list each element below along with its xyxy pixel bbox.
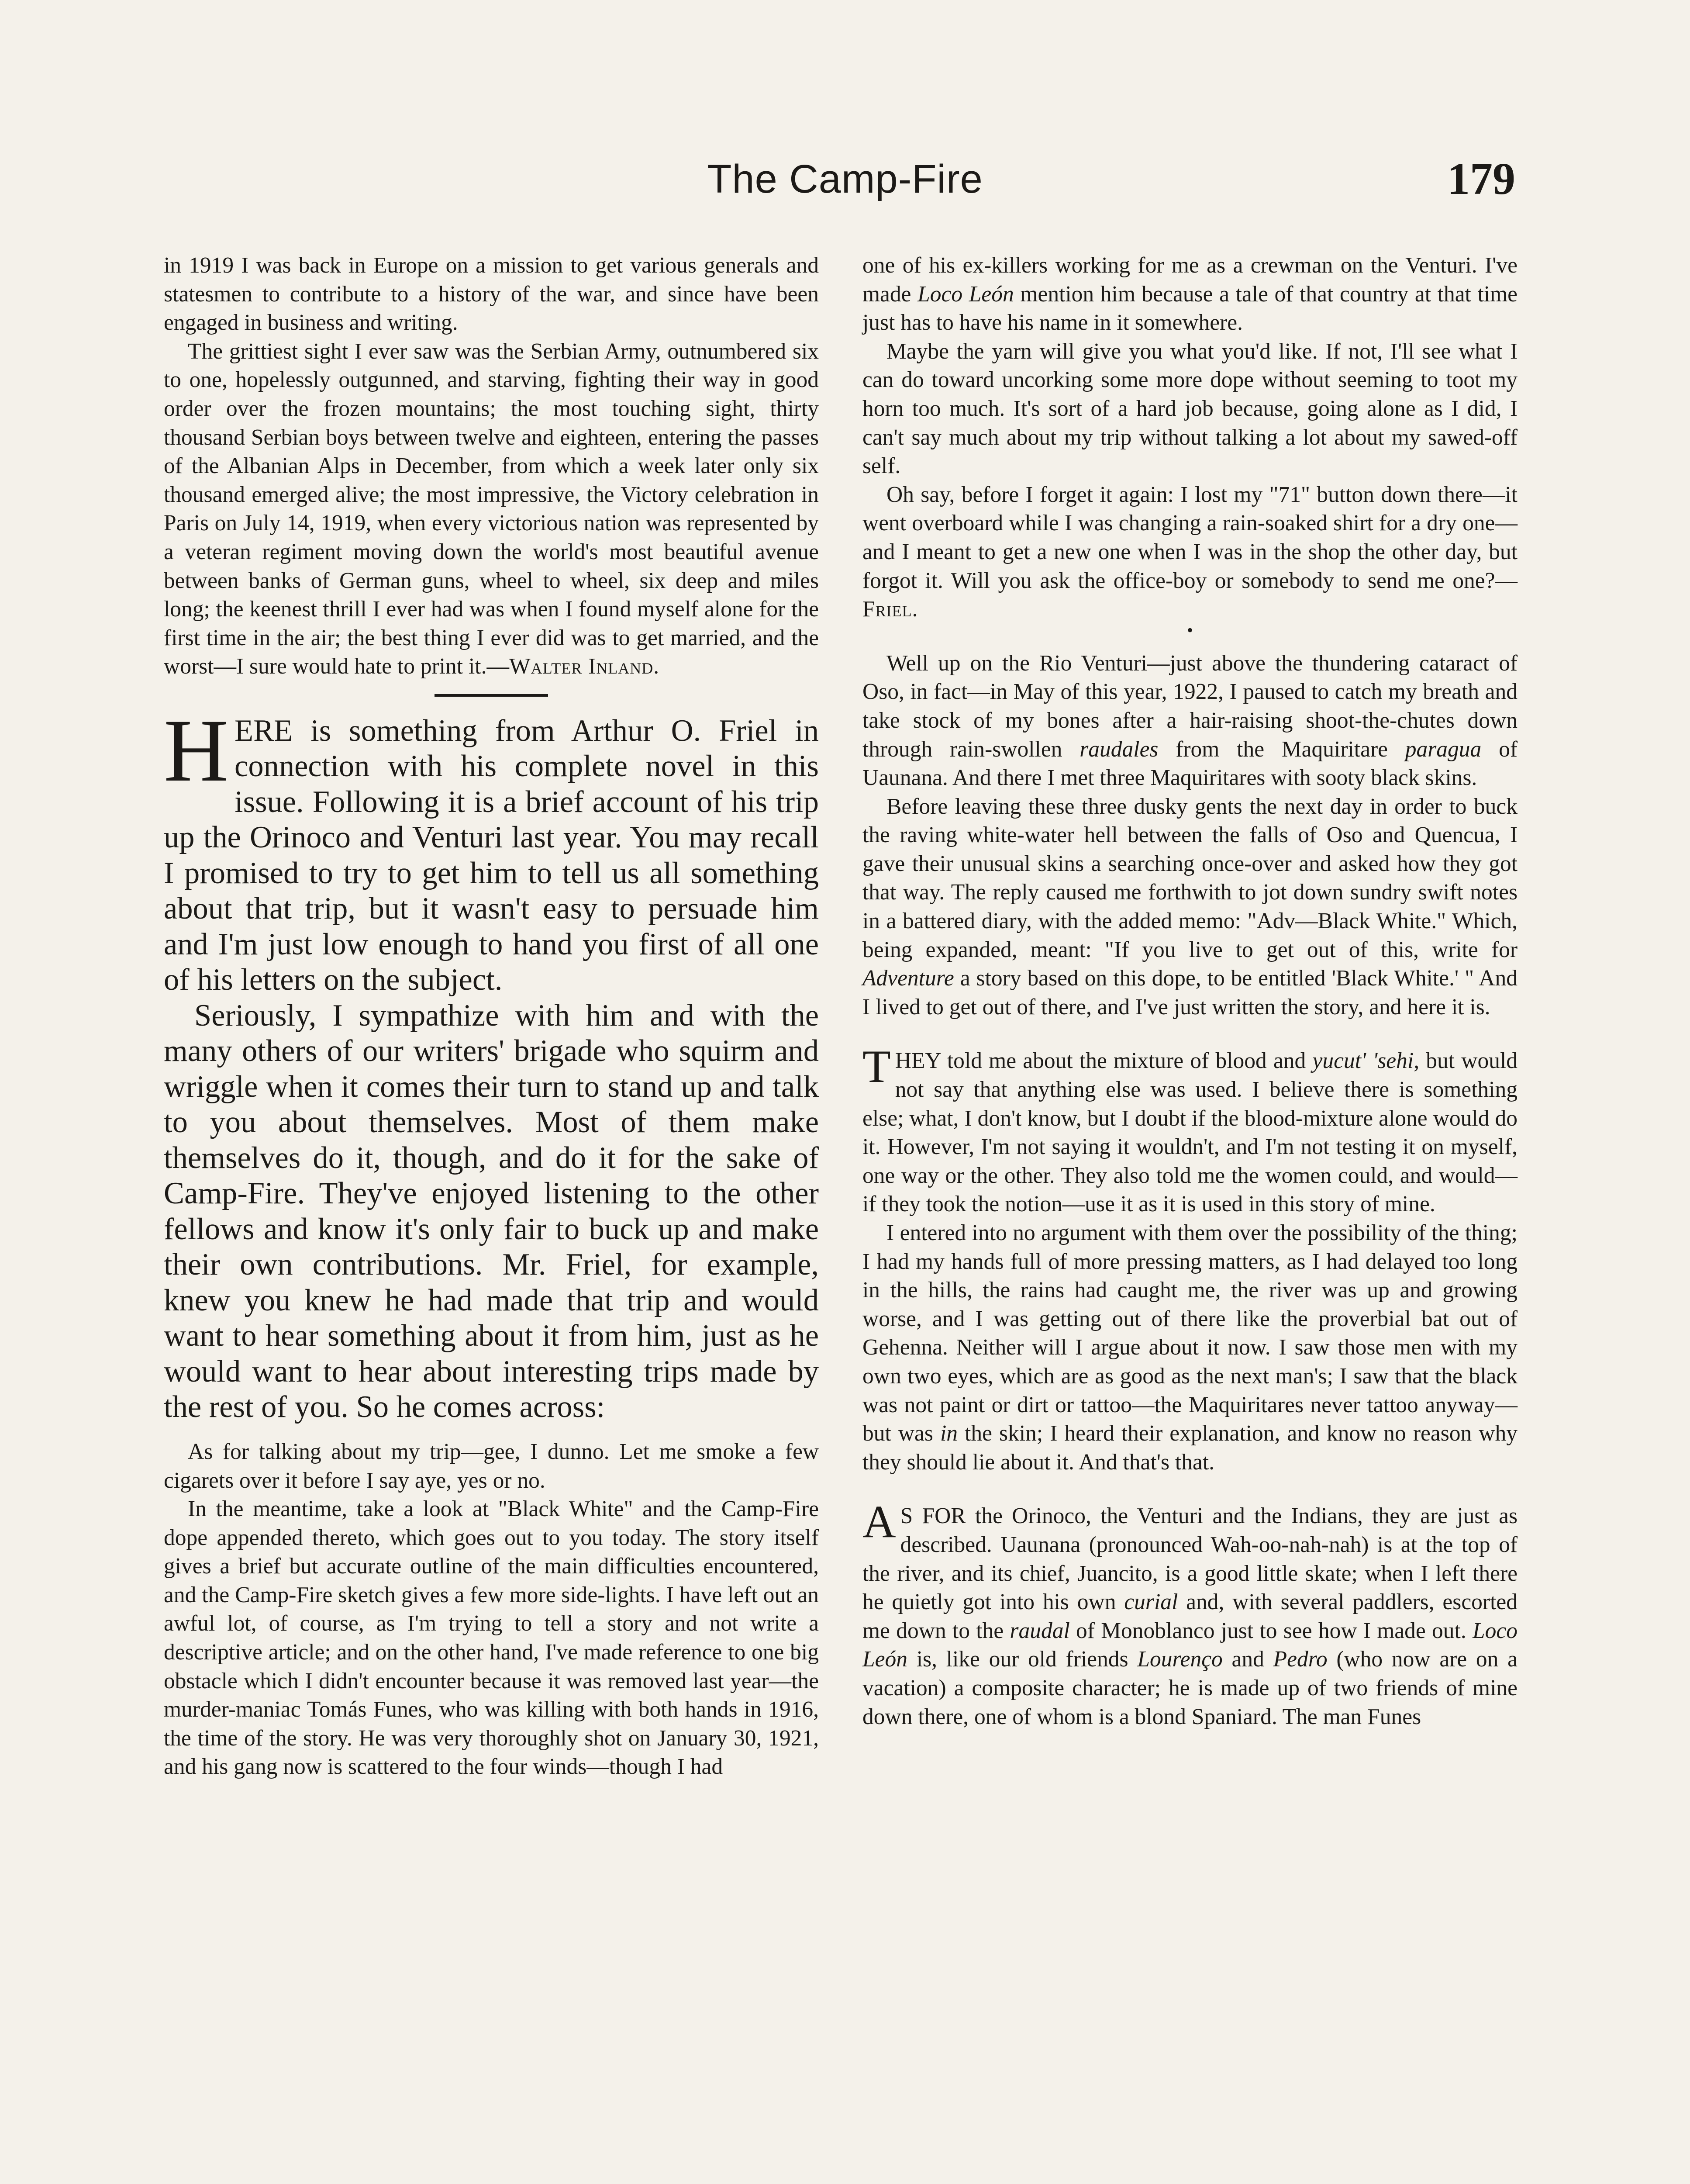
paragraph: Before leaving these three dusky gents the next day in order to buck the raving white-water hell between the falls of Oso and Quencua, I gave their unusual skins a searching once-over and asked how they got that way. The reply caused me forthwith to jot down sundry swift notes in a battered diary, with the added memo: "Adv—Black White." Which, being expanded, meant: "If you live to get out of this, write for Adventure a story based on this dope, to be entitled 'Black White.' " And I lived to get out of there, and I've just written the story, and here it is. [862, 794, 1518, 1019]
section-divider [435, 694, 548, 697]
inland-letter [164, 251, 819, 681]
friel-letter [164, 1438, 819, 1781]
page-number: 179 [1447, 154, 1515, 204]
running-title: The Camp-Fire [707, 157, 983, 201]
paragraph: in 1919 I was back in Europe on a mission to get various generals and statesmen to contribute to a history of the war, and since have been engaged in business and writing. [164, 253, 819, 335]
paragraph: Oh say, before I forget it again: I lost my "71" button down there—it went overboard while I was changing a rain-soaked shirt for a dry one—and I meant to get a new one when I was in the shop the other day, but forgot it. Will you ask the office-boy or somebody to send me one?—Friel. [862, 482, 1518, 622]
signature: Friel. [862, 597, 918, 622]
right-column [862, 251, 1518, 1731]
page-header [175, 149, 1515, 214]
left-column [164, 251, 819, 1781]
drop-cap: A [862, 1496, 896, 1548]
editor-intro [164, 701, 819, 1425]
paragraph: one of his ex-killers working for me as a crewman on the Venturi. I've made Loco León mention him because a tale of that country at that time just has to have his name in it somewhere. [862, 253, 1518, 335]
paragraph: Maybe the yarn will give you what you'd like. If not, I'll see what I can do toward uncorking some more dope without seeming to toot my horn too much. It's sort of a hard job because, going alone as I did, I can't say much about my trip without talking a lot about my sawed-off self. [862, 339, 1518, 479]
signature: Walter Inland. [509, 654, 660, 679]
paragraph: The grittiest sight I ever saw was the Serbian Army, outnumbered six to one, hopelessly outgunned, and starving, fighting their way in good order over the frozen mountains; the most touching sight, thirty thousand Serbian boys between twelve and eighteen, entering the passes of the Albanian Alps in December, from which a week later only six thousand emerged alive; the most impressive, the Victory celebration in Paris on July 14, 1919, when every victorious nation was represented by a veteran regiment moving down the world's most beautiful avenue between banks of German guns, wheel to wheel, six deep and miles long; the keenest thrill I ever had was when I found myself alone for the first time in the air; the best thing I ever did was to get married, and the worst—I sure would hate to print it.—Walter Inland. [164, 339, 819, 679]
friel-letter-continued [862, 251, 1518, 1731]
drop-cap: T [862, 1041, 891, 1092]
paragraph: A S FOR the Orinoco, the Venturi and the Indians, they are just as described. Uaunana (pronounced Wah-oo-nah-nah) is at the top of the river, and its chief, Juancito, is a good little skate; when I left there he quietly got into his own curial and, with several paddlers, escorted me down to the raudal of Monoblanco just to see how I made out. Loco León is, like our old friends Lourenço and Pedro (who now are on a vacation) a composite character; he is made up of two friends of mine down there, one of whom is a blond Spaniard. The man Funes [862, 1496, 1518, 1729]
paragraph: In the meantime, take a look at "Black White" and the Camp-Fire dope appended thereto, which goes out to you today. The story itself gives a brief but accurate outline of the main difficulties encountered, and the Camp-Fire sketch gives a few more side-lights. I have left out an awful lot, of course, as I'm trying to tell a story and not write a descriptive article; and on the other hand, I've made reference to one big obstacle which I didn't encounter because it was removed last year—the murder-maniac Tomás Funes, who was killing with both hands in 1916, the time of the story. He was very thoroughly shot on January 30, 1921, and his gang now is scattered to the four winds—though I had [164, 1496, 819, 1780]
paragraph: Well up on the Rio Venturi—just above the thundering cataract of Oso, in fact—in May of this year, 1922, I paused to catch my breath and take stock of my bones after a hair-raising shoot-the-chutes down through rain-swollen raudales from the Maquiritare paragua of Uaunana. And there I met three Maquiritares with sooty black skins. [862, 650, 1518, 791]
paragraph: THEY told me about the mixture of blood and yucut' 'sehi, but would not say that anything else was used. I believe there is something else; what, I don't know, but I doubt if the blood-mixture alone would do it. However, I'm not saying it wouldn't, and I'm not testing it on myself, one way or the other. They also told me the women could, and would—if they took the notion—use it as it is used in this story of mine. [862, 1041, 1518, 1217]
drop-cap: H [164, 701, 229, 800]
paragraph: HERE is something from Arthur O. Friel in connection with his complete novel in this issue. Following it is a brief account of his trip up the Orinoco and Venturi last year. You may recall I promised to try to get him to tell us all something about that trip, but it wasn't easy to persuade him and I'm just low enough to hand you first of all one of his letters on the subject. [164, 701, 819, 997]
paragraph: Seriously, I sympathize with him and with the many others of our writers' brigade who squirm and wriggle when it comes their turn to stand up and talk to you about themselves. Most of them make themselves do it, though, and do it for the sake of Camp-Fire. They've enjoyed listening to the other fellows and know it's only fair to buck up and make their own contributions. Mr. Friel, for example, knew you knew he had made that trip and would want to hear something about it from him, just as he would want to hear about interesting trips made by the rest of you. So he comes across: [164, 998, 819, 1424]
paragraph: As for talking about my trip—gee, I dunno. Let me smoke a few cigarets over it before I say aye, yes or no. [164, 1439, 819, 1493]
paragraph: I entered into no argument with them over the possibility of the thing; I had my hands full of more pressing matters, as I had delayed too long in the hills, the rains had caught me, the river was up and growing worse, and I was getting out of there like the proverbial bat out of Gehenna. Neither will I argue about it now. I saw those men with my own two eyes, which are as good as the next man's; I saw that the black was not paint or dirt or tattoo—the Maquiritares never tattoo anyway—but was in the skin; I heard their explanation, and know no reason why they should lie about it. And that's that. [862, 1220, 1518, 1475]
separator-mark: • [1186, 620, 1193, 640]
